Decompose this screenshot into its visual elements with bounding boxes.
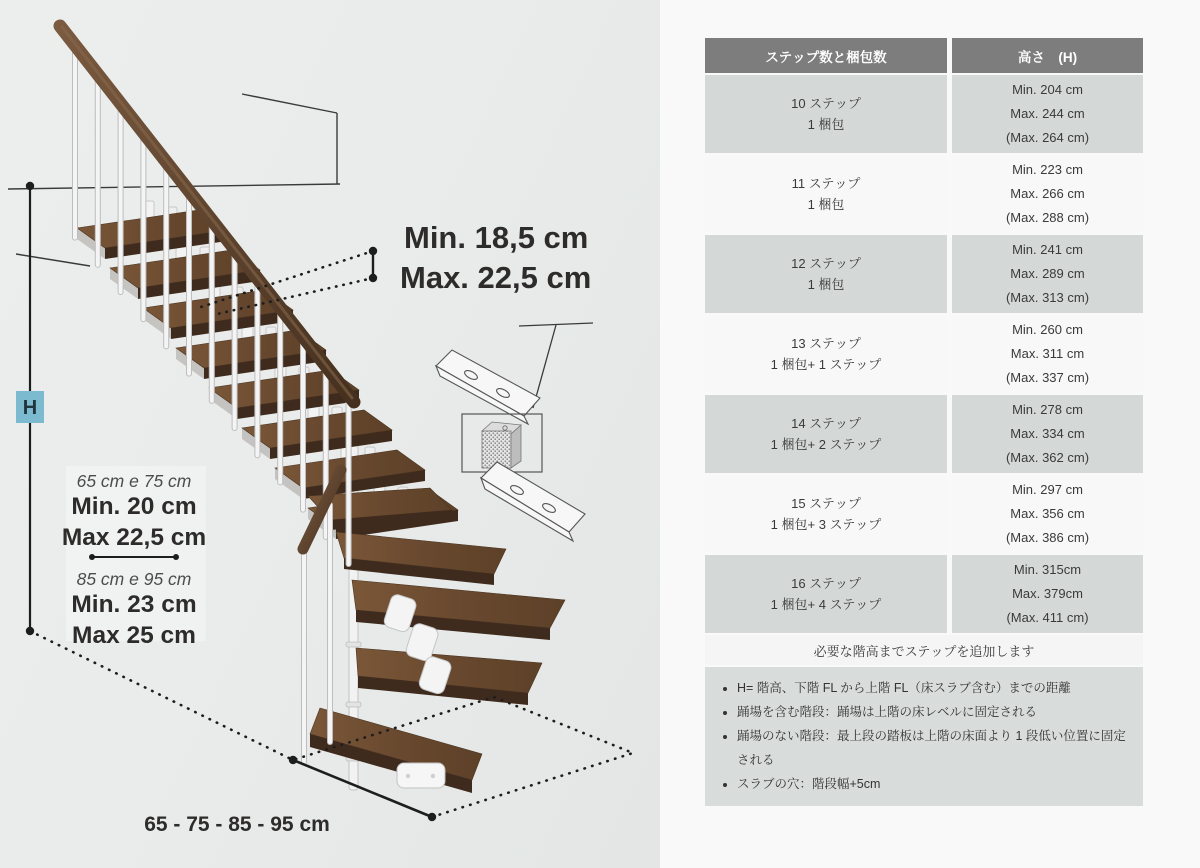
mount-hole: [406, 774, 410, 778]
table-row: [705, 315, 1143, 393]
table-row: [705, 395, 1143, 473]
width-small-max: Max 22,5 cm: [61, 524, 207, 551]
slab-top-edge: [242, 94, 337, 113]
width-large-title: 85 cm e 95 cm: [76, 569, 192, 589]
height-cell: Min. 315cm Max. 379cm (Max. 411 cm): [952, 555, 1143, 633]
slab-bottom-edge: [16, 254, 90, 266]
lower-beam-wireframe: [481, 462, 585, 541]
note-item: • スラブの穴：階段幅+5cm: [737, 772, 1129, 796]
steps-cell: 16 ステップ 1 梱包+ 4 ステップ: [705, 555, 947, 633]
steps-cell: 10 ステップ 1 梱包: [705, 75, 947, 153]
table-row: [705, 475, 1143, 553]
height-cell: Min. 241 cm Max. 289 cm (Max. 313 cm): [952, 235, 1143, 313]
steps-cell: 14 ステップ 1 梱包+ 2 ステップ: [705, 395, 947, 473]
spec-table-footer: 必要な階高までステップを追加します: [705, 635, 1143, 665]
height-cell: Min. 278 cm Max. 334 cm (Max. 362 cm): [952, 395, 1143, 473]
riser-max-label: Max. 22,5 cm: [400, 260, 592, 295]
steps-cell: 12 ステップ 1 梱包: [705, 235, 947, 313]
spec-table-header: [705, 38, 1143, 73]
header-steps: ステップ数と梱包数: [705, 38, 947, 73]
height-cell: Min. 204 cm Max. 244 cm (Max. 264 cm): [952, 75, 1143, 153]
dimension-dot: [369, 274, 377, 282]
floor-mount-plate: [397, 763, 445, 788]
tread-depth-labels: [62, 466, 206, 649]
upper-beam-wireframe: [436, 350, 540, 424]
note-item: • 踊場のない階段：最上段の踏板は上階の床面より 1 段低い位置に固定される: [737, 724, 1129, 772]
spec-table-body: [705, 75, 1143, 635]
pole-collar: [346, 702, 361, 707]
steps-cell: 13 ステップ 1 梱包+ 1 ステップ: [705, 315, 947, 393]
riser-min-label: Min. 18,5 cm: [404, 220, 589, 255]
note-item: • H= 階高、下階 FL から上階 FL（床スラブ含む）までの距離: [737, 676, 1129, 700]
pole-collar: [346, 642, 361, 647]
header-height: 高さ (H): [952, 38, 1143, 73]
width-large-min: Min. 23 cm: [71, 591, 197, 618]
handrail-highlight: [62, 27, 352, 398]
spec-table: [705, 38, 1143, 806]
table-row: [705, 235, 1143, 313]
base-width-label: 65 - 75 - 85 - 95 cm: [144, 813, 330, 836]
steps-cell: 15 ステップ 1 梱包+ 3 ステップ: [705, 475, 947, 553]
spec-table-notes: [705, 667, 1143, 806]
detail-inset: [436, 323, 593, 541]
height-cell: Min. 223 cm Max. 266 cm (Max. 288 cm): [952, 155, 1143, 233]
table-row: [705, 155, 1143, 233]
table-row: [705, 75, 1143, 153]
base-leader-dotted: [30, 631, 293, 760]
steps-cell: 11 ステップ 1 梱包: [705, 155, 947, 233]
mount-hole: [431, 774, 435, 778]
dimension-dot: [173, 554, 179, 560]
dimension-dot: [369, 247, 377, 255]
table-row: [705, 555, 1143, 633]
dimension-dot: [89, 554, 95, 560]
width-small-title: 65 cm e 75 cm: [76, 471, 192, 491]
spacer-block: [482, 422, 521, 468]
height-cell: Min. 260 cm Max. 311 cm (Max. 337 cm): [952, 315, 1143, 393]
width-small-min: Min. 20 cm: [71, 493, 197, 520]
dimension-dot: [26, 182, 34, 190]
height-badge-label: H: [22, 397, 38, 419]
dimension-dot: [428, 813, 436, 821]
height-dimension: [16, 182, 44, 635]
upper-floor-level-line: [8, 184, 340, 189]
width-large-max: Max 25 cm: [72, 622, 196, 649]
note-item: • 踊場を含む階段：踊場は上階の床レベルに固定される: [737, 700, 1129, 724]
height-cell: Min. 297 cm Max. 356 cm (Max. 386 cm): [952, 475, 1143, 553]
dimension-dot: [289, 756, 297, 764]
